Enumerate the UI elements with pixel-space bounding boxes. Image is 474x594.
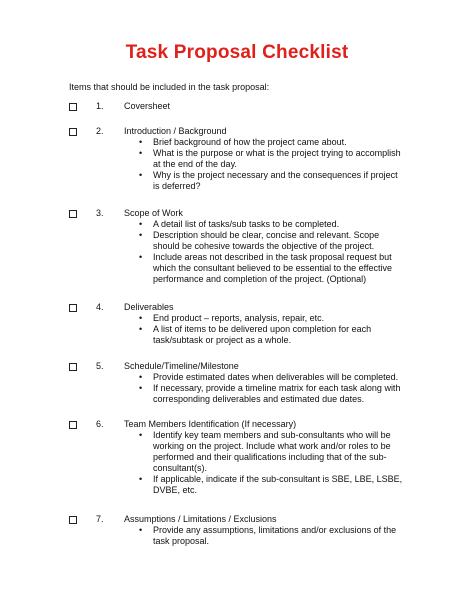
item-number: 2. [96, 126, 104, 136]
checklist-item [0, 361, 474, 419]
checklist-item [0, 419, 474, 514]
bullet-icon: • [139, 170, 143, 180]
bullet-item: • A detail list of tasks/sub tasks to be completed. [139, 219, 340, 229]
bullet-item: • If applicable, indicate if the sub-consultant is SBE, LBE, LSBE, DVBE, etc. [139, 474, 403, 495]
item-heading: Schedule/Timeline/Milestone [124, 361, 239, 371]
bullet-item: • Include areas not described in the task proposal request but which the consultant believed to be essential to the effective performance and completion of the project. (Optional) [139, 252, 392, 284]
bullet-icon: • [139, 372, 143, 382]
checkbox[interactable] [69, 210, 77, 218]
checkbox[interactable] [69, 103, 77, 111]
checklist [0, 101, 474, 564]
checklist-item [0, 514, 474, 564]
bullet-list [0, 430, 474, 496]
item-heading: Assumptions / Limitations / Exclusions [124, 514, 277, 524]
item-number: 5. [96, 361, 104, 371]
item-number: 1. [96, 101, 104, 111]
bullet-icon: • [139, 525, 143, 535]
bullet-item: • End product – reports, analysis, repair, etc. [139, 313, 325, 323]
bullet-list [0, 137, 474, 192]
bullet-item: • A list of items to be delivered upon completion for each task/subtask or project as a whole. [139, 324, 372, 345]
checkbox[interactable] [69, 128, 77, 136]
item-heading: Team Members Identification (If necessary) [124, 419, 297, 429]
bullet-icon: • [139, 430, 143, 440]
item-number: 4. [96, 302, 104, 312]
bullet-icon: • [139, 230, 143, 240]
checklist-item [0, 101, 474, 126]
bullet-icon: • [139, 148, 143, 158]
bullet-icon: • [139, 313, 143, 323]
bullet-item: • What is the purpose or what is the project trying to accomplish at the end of the day. [139, 148, 401, 169]
checkbox[interactable] [69, 363, 77, 371]
bullet-icon: • [139, 137, 143, 147]
checkbox[interactable] [69, 421, 77, 429]
checklist-item [0, 302, 474, 361]
bullet-item: • Description should be clear, concise and relevant. Scope should be cohesive towards the objective of the project. [139, 230, 380, 251]
bullet-item: • Brief background of how the project came about. [139, 137, 347, 147]
bullet-icon: • [139, 383, 143, 393]
bullet-icon: • [139, 474, 143, 484]
item-number: 6. [96, 419, 104, 429]
item-heading: Coversheet [124, 101, 171, 111]
bullet-item: • Why is the project necessary and the consequences if project is deferred? [139, 170, 398, 191]
bullet-list [0, 372, 474, 405]
item-number: 7. [96, 514, 104, 524]
checklist-item [0, 208, 474, 302]
bullet-list [0, 219, 474, 285]
bullet-list [0, 313, 474, 346]
bullet-item: • Provide estimated dates when deliverables will be completed. [139, 372, 399, 382]
bullet-item: • Identify key team members and sub-consultants who will be working on the project. Include what work and/or roles to be performed and their qualifications including that of the sub-consultant(s). [139, 430, 391, 473]
item-heading: Introduction / Background [124, 126, 227, 136]
bullet-item: • If necessary, provide a timeline matrix for each task along with corresponding deliverables and estimated due dates. [139, 383, 401, 404]
bullet-icon: • [139, 252, 143, 262]
checkbox[interactable] [69, 304, 77, 312]
bullet-list [0, 525, 474, 547]
page-title: Task Proposal Checklist [125, 42, 349, 63]
intro-text: Items that should be included in the task proposal: [69, 82, 270, 92]
checkbox[interactable] [69, 516, 77, 524]
item-heading: Deliverables [124, 302, 174, 312]
bullet-item: • Provide any assumptions, limitations and/or exclusions of the task proposal. [139, 525, 397, 546]
bullet-icon: • [139, 219, 143, 229]
item-heading: Scope of Work [124, 208, 183, 218]
item-number: 3. [96, 208, 104, 218]
bullet-icon: • [139, 324, 143, 334]
checklist-item [0, 126, 474, 208]
